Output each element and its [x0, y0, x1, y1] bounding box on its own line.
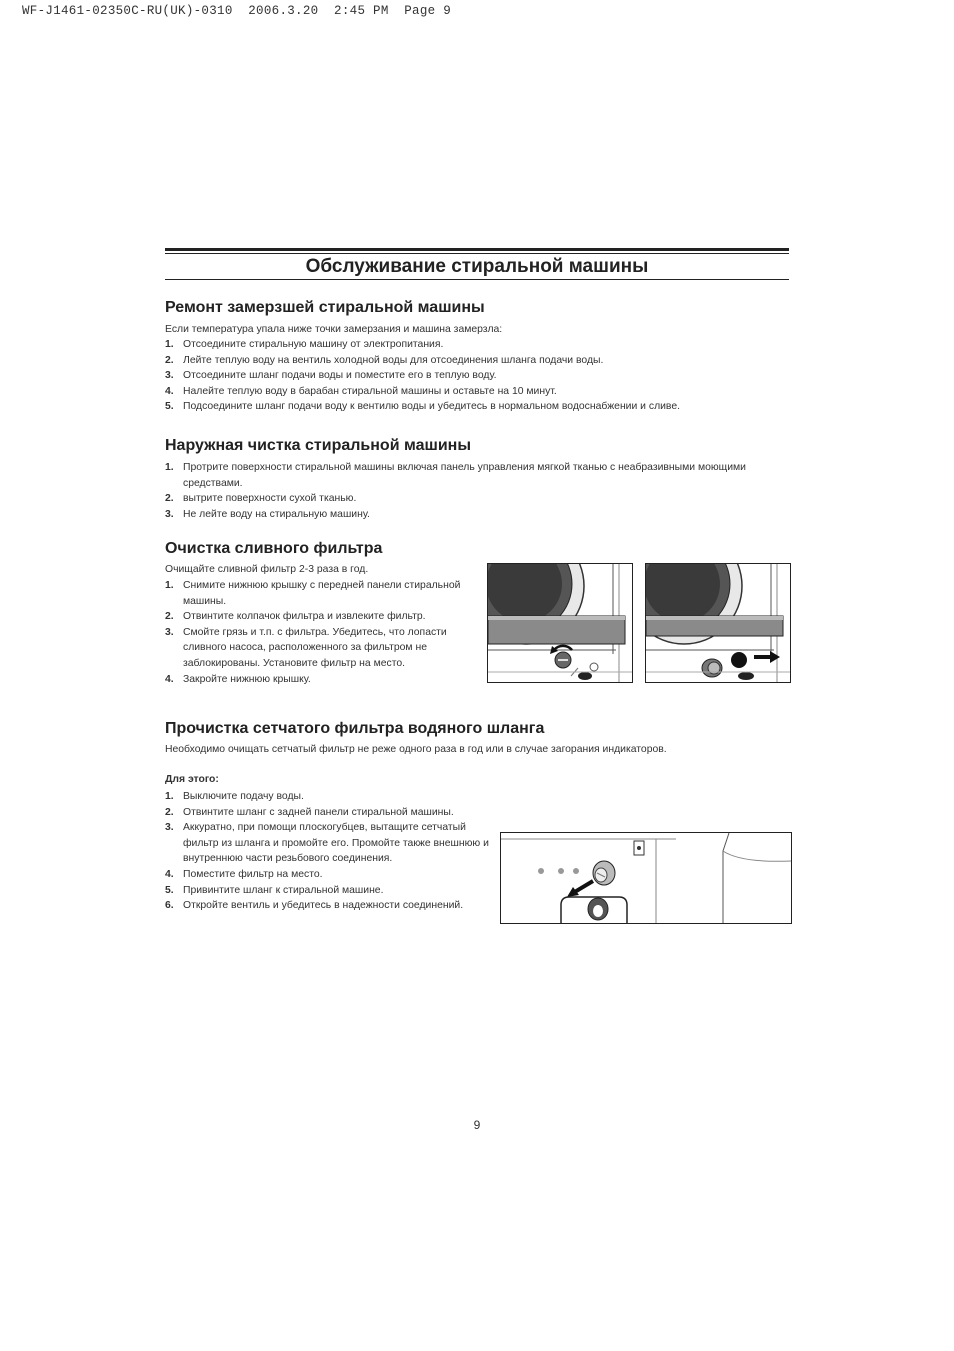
step-text: Лейте теплую воду на вентиль холодной воды для отсоединения шланга подачи воды.: [183, 354, 604, 366]
step-text: Протрите поверхности стиральной машины включая панель управления мягкой тканью с неабразивными моющими средствами.: [183, 462, 746, 489]
list-item: [165, 609, 470, 625]
step-text: Налейте теплую воду в барабан стиральной машины и оставьте на 10 минут.: [183, 385, 557, 397]
step-number: 1.: [165, 791, 174, 802]
step-number: 3.: [165, 508, 174, 520]
step-number: 4.: [165, 673, 174, 685]
steps-exterior: [165, 460, 765, 522]
list-item: [165, 491, 765, 507]
step-number: 5.: [165, 884, 174, 896]
section-title-frozen: Ремонт замерзшей стиральной машины: [165, 299, 485, 316]
step-number: 2.: [165, 493, 174, 505]
step-number: 1.: [165, 339, 174, 350]
list-item: [165, 353, 789, 369]
section-intro-frozen: Если температура упала ниже точки замерзания и машина замерзла:: [165, 324, 503, 335]
list-item: [165, 625, 470, 672]
title-rule-top: [165, 248, 789, 251]
step-text: Отвинтите колпачок фильтра и извлеките фильтр.: [183, 611, 426, 623]
title-rule-top-thin: [165, 253, 789, 254]
page-title: Обслуживание стиральной машины: [305, 256, 649, 277]
list-item: [165, 789, 490, 805]
mesh-filter-illustration: [501, 833, 791, 923]
step-text: Отвинтите шланг с задней панели стиральной машины.: [183, 806, 454, 818]
step-text: Аккуратно, при помощи плоскогубцев, вытащите сетчатый фильтр из шланга и промойте его. Промойте также внешнюю и внутреннюю части резьбового соединения.: [183, 822, 489, 865]
step-text: Снимите нижнюю крышку с передней панели стиральной машины.: [183, 580, 461, 607]
steps-drain-filter: [165, 578, 470, 687]
step-number: 4.: [165, 868, 174, 880]
step-text: Отсоедините шланг подачи воды и поместите его в теплую воду.: [183, 370, 497, 382]
step-number: 2.: [165, 611, 174, 623]
print-header: WF-J1461-02350C-RU(UK)-0310 2006.3.20 2:45 PM Page 9: [22, 4, 452, 18]
section-title-exterior: Наружная чистка стиральной машины: [165, 437, 471, 454]
section-title-mesh-filter: Прочистка сетчатого фильтра водяного шланга: [165, 720, 545, 737]
list-item: [165, 384, 789, 400]
drain-filter-figure-1: [487, 563, 633, 683]
list-item: [165, 368, 789, 384]
step-number: 1.: [165, 462, 174, 473]
list-item: [165, 672, 470, 688]
section-title-drain-filter: Очистка сливного фильтра: [165, 540, 383, 557]
list-item: [165, 805, 490, 821]
step-text: Закройте нижнюю крышку.: [183, 673, 311, 685]
list-item: [165, 507, 765, 523]
list-item: [165, 898, 490, 914]
drain-filter-illustration-remove: [646, 564, 790, 682]
step-number: 2.: [165, 806, 174, 818]
step-text: Поместите фильтр на место.: [183, 868, 323, 880]
step-text: Подсоедините шланг подачи воду к вентилю воды и убедитесь в нормальном водоснабжении и сливе.: [183, 401, 681, 413]
title-rule-bottom: [165, 279, 789, 280]
list-item: [165, 578, 470, 609]
page-number: 9: [473, 1118, 481, 1132]
step-text: Привинтите шланг к стиральной машине.: [183, 884, 384, 896]
step-number: 3.: [165, 626, 174, 638]
section-intro-drain-filter: Очищайте сливной фильтр 2-3 раза в год.: [165, 564, 369, 575]
list-item: [165, 867, 490, 883]
list-item: [165, 883, 490, 899]
step-text: Выключите подачу воды.: [183, 791, 304, 802]
section-intro-mesh-filter: Необходимо очищать сетчатый фильтр не реже одного раза в год или в случае загорания индикаторов.: [165, 744, 667, 755]
step-text: Откройте вентиль и убедитесь в надежности соединений.: [183, 900, 464, 912]
step-text: Не лейте воду на стиральную машину.: [183, 508, 370, 520]
step-number: 5.: [165, 401, 174, 413]
drain-filter-illustration-unscrew: [488, 564, 632, 682]
subheading-procedure: Для этого:: [165, 774, 219, 785]
step-text: Смойте грязь и т.п. с фильтра. Убедитесь, что лопасти сливного насоса, расположенного за фильтром не заблокированы. Установите фильтр на место.: [183, 626, 447, 669]
step-text: Отсоедините стиральную машину от электропитания.: [183, 339, 444, 350]
list-item: [165, 399, 789, 415]
step-number: 2.: [165, 354, 174, 366]
steps-mesh-filter: [165, 789, 490, 914]
step-number: 3.: [165, 822, 174, 834]
list-item: [165, 460, 765, 491]
list-item: [165, 337, 789, 353]
step-number: 4.: [165, 385, 174, 397]
step-number: 6.: [165, 900, 174, 912]
drain-filter-figure-2: [645, 563, 791, 683]
mesh-filter-figure: [500, 832, 792, 924]
step-text: вытрите поверхности сухой тканью.: [183, 493, 357, 505]
step-number: 3.: [165, 370, 174, 382]
step-number: 1.: [165, 580, 174, 591]
steps-frozen: [165, 337, 789, 415]
list-item: [165, 820, 490, 867]
